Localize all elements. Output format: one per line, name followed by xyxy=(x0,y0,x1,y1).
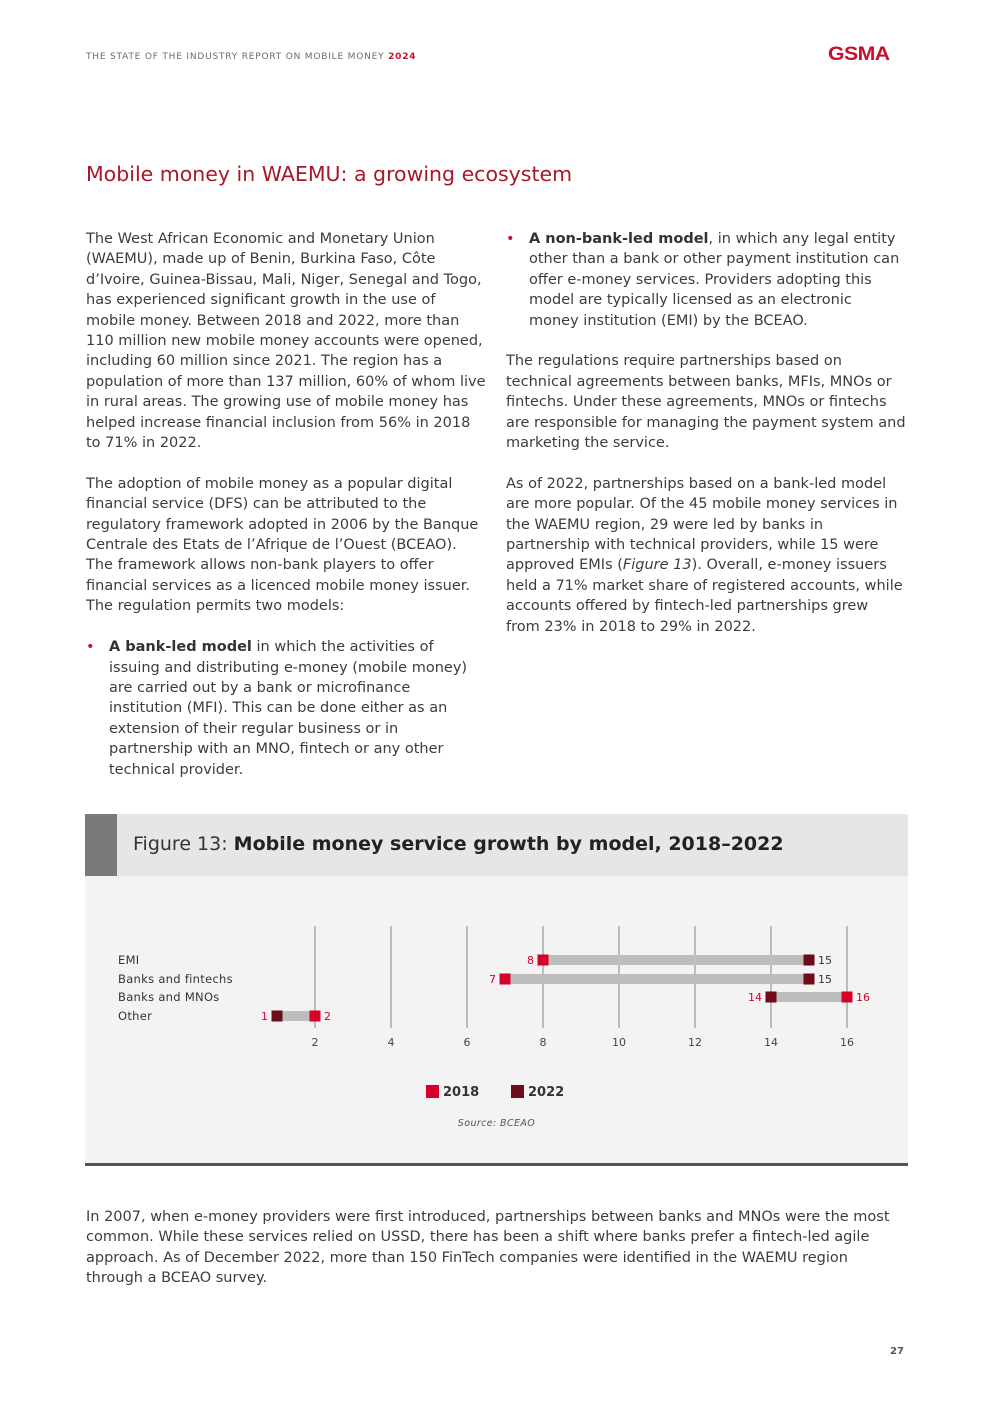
figure-label: Figure 13: xyxy=(133,833,234,855)
paragraph: The regulations require partnerships based on technical agreements between banks, MFIs, MNOs or fintechs. Under these agreements, MNOs or fintechs are responsible for managing the payment system and marketing the service. xyxy=(506,353,906,452)
figure-header xyxy=(85,814,908,876)
marker-2018 xyxy=(842,992,853,1003)
bullet-text: in which the activities of issuing and distributing e-money (mobile money) are carried out by a bank or microfinance institution (MFI). This can be done either as an extension of their regular business or in partnership with an MNO, fintech or any other technical provider. xyxy=(109,639,468,778)
category-label: EMI xyxy=(118,953,140,967)
legend-label-2022: 2022 xyxy=(528,1085,565,1100)
marker-2022 xyxy=(804,955,815,966)
data-label-2018: 2 xyxy=(324,1010,331,1023)
figure-title xyxy=(133,833,784,855)
range-connector xyxy=(505,974,809,984)
data-label-2018: 7 xyxy=(489,973,496,986)
page-number: 27 xyxy=(890,1346,904,1357)
figure-accent-bar xyxy=(85,814,117,876)
right-column xyxy=(506,229,906,657)
report-header xyxy=(86,52,416,62)
gsma-logo: GSMA xyxy=(828,44,890,65)
range-connector xyxy=(277,1011,315,1021)
marker-2022 xyxy=(766,992,777,1003)
paragraph: The adoption of mobile money as a popular digital financial service (DFS) can be attributed to the regulatory framework adopted in 2006 by the Banque Centrale des Etats de l’Afrique de l’Ouest (BCEAO). The framework allows non-bank players to offer financial services as a licenced mobile money issuer. The regulation permits two models: xyxy=(86,475,479,615)
data-label-2022: 1 xyxy=(261,1010,268,1023)
marker-2018 xyxy=(538,955,549,966)
x-tick-label: 14 xyxy=(764,1036,778,1049)
marker-2018 xyxy=(500,974,511,985)
marker-2022 xyxy=(804,974,815,985)
bullet-bold: A non-bank-led model xyxy=(529,231,709,247)
range-connector xyxy=(543,955,809,965)
x-tick-label: 16 xyxy=(840,1036,854,1049)
figure-reference-link[interactable]: Figure 13 xyxy=(622,557,692,574)
data-label-2022: 15 xyxy=(818,954,832,967)
report-header-year: 2024 xyxy=(388,52,417,62)
category-label: Banks and MNOs xyxy=(118,990,220,1004)
dumbbell-chart xyxy=(85,876,908,1156)
bullet-item xyxy=(506,229,906,331)
section-title: Mobile money in WAEMU: a growing ecosystem xyxy=(86,162,573,186)
range-connector xyxy=(771,992,847,1002)
x-tick-label: 6 xyxy=(463,1036,471,1049)
x-tick-label: 4 xyxy=(387,1036,395,1049)
figure-source: Source: BCEAO xyxy=(457,1118,536,1129)
category-label: Banks and fintechs xyxy=(118,972,233,986)
left-column xyxy=(86,229,486,800)
legend-swatch-2022 xyxy=(511,1085,524,1098)
bullet-icon: • xyxy=(86,639,95,656)
data-label-2022: 14 xyxy=(748,991,762,1004)
paragraph: The West African Economic and Monetary Union (WAEMU), made up of Benin, Burkina Faso, Côte d’Ivoire, Guinea-Bissau, Mali, Niger, Senegal and Togo, has experienced significant growth in the use of mobile money. Between 2018 and 2022, more than 110 million new mobile money accounts were opened, including 60 million since 2021. The region has a population of more than 137 million, 60% of whom live in rural areas. The growing use of mobile money has helped increase financial inclusion from 56% in 2018 to 71% in 2022. xyxy=(86,231,486,452)
x-tick-label: 2 xyxy=(311,1036,319,1049)
marker-2018 xyxy=(310,1011,321,1022)
bullet-text: , in which any legal entity other than a bank or other payment institution can offer e-money services. Providers adopting this model are typically licensed as an electronic money institution (EMI) by the BCEAO. xyxy=(529,231,900,329)
data-label-2018: 16 xyxy=(856,991,870,1004)
x-tick-label: 10 xyxy=(612,1036,626,1049)
data-label-2022: 15 xyxy=(818,973,832,986)
paragraph-part: As of 2022, partnerships based on a bank-led model are more popular. Of the 45 mobile money services in the WAEMU region, 29 were led by banks in partnership with technical providers, while 15 were approved EMIs ( xyxy=(506,475,898,574)
paragraph xyxy=(506,474,906,637)
paragraph-part: ). Overall, e-money issuers held a 71% market share of registered accounts, while accounts offered by fintech-led partnerships grew from 23% in 2018 to 29% in 2022. xyxy=(506,557,903,635)
bullet-item xyxy=(86,637,486,780)
x-tick-label: 8 xyxy=(539,1036,547,1049)
report-header-title: THE STATE OF THE INDUSTRY REPORT ON MOBILE MONEY xyxy=(86,52,385,62)
bullet-bold: A bank-led model xyxy=(109,639,252,656)
x-tick-label: 12 xyxy=(688,1036,702,1049)
category-label: Other xyxy=(118,1009,153,1023)
bullet-icon: • xyxy=(506,231,515,247)
marker-2022 xyxy=(272,1011,283,1022)
data-label-2018: 8 xyxy=(527,954,534,967)
figure-title-text: Mobile money service growth by model, 2018–2022 xyxy=(233,833,784,855)
figure-13 xyxy=(85,814,908,1166)
legend-label-2018: 2018 xyxy=(443,1085,480,1100)
closing-paragraph: In 2007, when e-money providers were first introduced, partnerships between banks and MNOs were the most common. While these services relied on USSD, there has been a shift where banks prefer a fintech-led agile approach. As of December 2022, more than 150 FinTech companies were identified in the WAEMU region through a BCEAO survey. xyxy=(86,1209,890,1287)
legend-swatch-2018 xyxy=(426,1085,439,1098)
